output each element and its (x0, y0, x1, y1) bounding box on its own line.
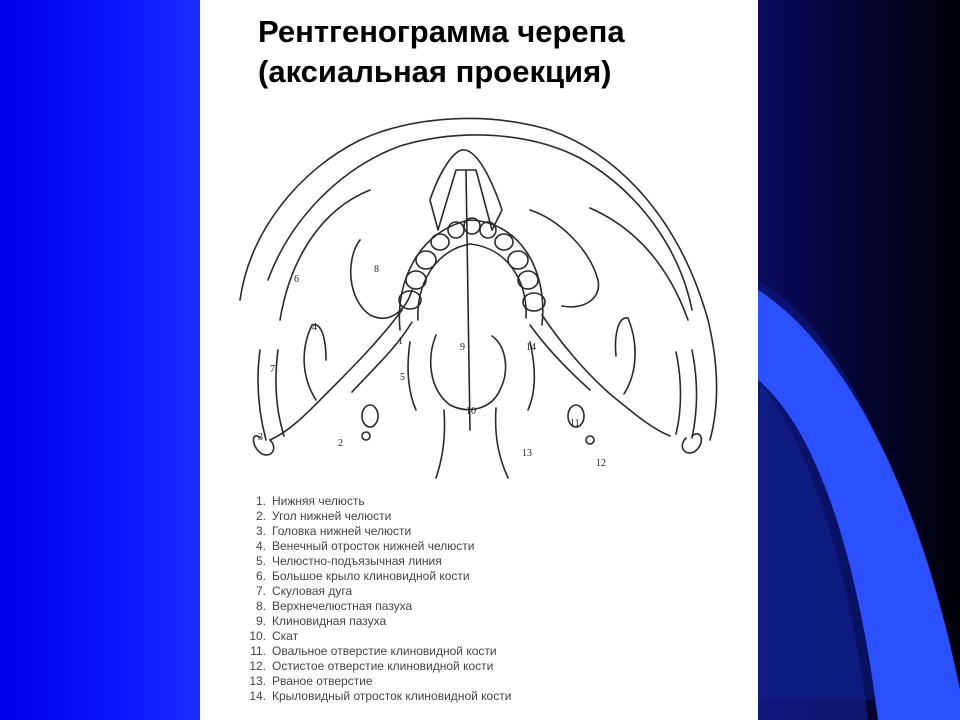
legend-text: Скуловая дуга (272, 584, 353, 598)
legend-num: 4. (255, 539, 266, 553)
legend-item (230, 584, 511, 599)
legend-text: Челюстно-подъязычная линия (272, 554, 442, 568)
legend-item (230, 629, 511, 644)
right-zygomatic-arch (676, 350, 697, 438)
marker-6: 6 (294, 274, 299, 285)
foramen-spinosum-left (362, 432, 370, 440)
legend-item (230, 689, 511, 704)
legend-num: 8. (255, 599, 266, 613)
legend-num: 12. (249, 659, 266, 673)
slide-title (258, 12, 625, 92)
dental-arch-outer (399, 220, 542, 330)
right-dark-panel (758, 0, 960, 720)
legend-item (230, 494, 511, 509)
legend-num: 2. (255, 509, 266, 523)
legend-num: 1. (255, 494, 266, 508)
legend-item (230, 524, 511, 539)
legend-num: 6. (255, 569, 266, 583)
legend-item (230, 644, 511, 659)
foramen-spinosum-right (586, 436, 594, 444)
blue-sweep-decoration (758, 0, 960, 720)
right-maxillary-sinus-outline (530, 210, 599, 307)
legend-num: 9. (255, 614, 266, 628)
marker-13: 13 (522, 448, 532, 459)
legend-item (230, 509, 511, 524)
right-coronoid (616, 318, 636, 394)
legend-num: 14. (249, 689, 266, 703)
legend-num: 3. (255, 524, 266, 538)
teeth-group (399, 218, 545, 311)
foramen-ovale-left (362, 405, 378, 427)
clivus (436, 408, 508, 478)
legend-text: Остистое отверстие клиновидной кости (272, 659, 494, 673)
legend-item (230, 599, 511, 614)
legend-num: 13. (249, 674, 266, 688)
slide-page (200, 0, 758, 720)
legend-text: Венечный отросток нижней челюсти (272, 539, 475, 553)
legend-item (230, 569, 511, 584)
marker-14: 14 (526, 342, 536, 353)
legend-text: Скат (272, 629, 299, 643)
legend-text: Головка нижней челюсти (272, 524, 412, 538)
orbital-outline (280, 190, 688, 320)
title-line-2: (аксиальная проекция) (258, 54, 612, 89)
legend-text: Рваное отверстие (272, 674, 373, 688)
legend-text: Нижняя челюсть (272, 494, 365, 508)
marker-4: 4 (312, 322, 317, 333)
marker-11: 11 (570, 418, 580, 429)
legend-item (230, 614, 511, 629)
title-line-1: Рентгенограмма черепа (258, 14, 625, 49)
legend-text: Угол нижней челюсти (272, 509, 392, 523)
legend-text: Клиновидная пазуха (272, 614, 387, 628)
marker-8: 8 (374, 264, 379, 275)
legend-text: Крыловидный отросток клиновидной кости (272, 689, 512, 703)
legend-text: Верхнечелюстная пазуха (272, 599, 413, 613)
midline (466, 170, 470, 430)
legend-item (230, 659, 511, 674)
legend-num: 5. (255, 554, 266, 568)
marker-12: 12 (596, 458, 606, 469)
marker-2: 2 (338, 438, 343, 449)
marker-3: 3 (258, 432, 263, 443)
pterygoid-processes (408, 342, 534, 410)
marker-10: 10 (466, 406, 476, 417)
right-condyle (682, 434, 701, 453)
legend-item (230, 674, 511, 689)
marker-1: 1 (398, 336, 403, 347)
legend-item (230, 539, 511, 554)
legend-item (230, 554, 511, 569)
marker-9: 9 (460, 342, 465, 353)
legend-list (230, 494, 511, 704)
left-coronoid (304, 325, 326, 400)
legend-text: Овальное отверстие клиновидной кости (272, 644, 497, 658)
legend-num: 11. (250, 644, 266, 658)
skull-axial-diagram (230, 110, 730, 480)
left-blue-panel (0, 0, 200, 720)
marker-5: 5 (400, 372, 405, 383)
legend-num: 10. (249, 629, 266, 643)
legend-text: Большое крыло клиновидной кости (272, 569, 470, 583)
marker-7: 7 (270, 364, 275, 375)
legend-num: 7. (255, 584, 266, 598)
left-condyle (254, 436, 274, 455)
